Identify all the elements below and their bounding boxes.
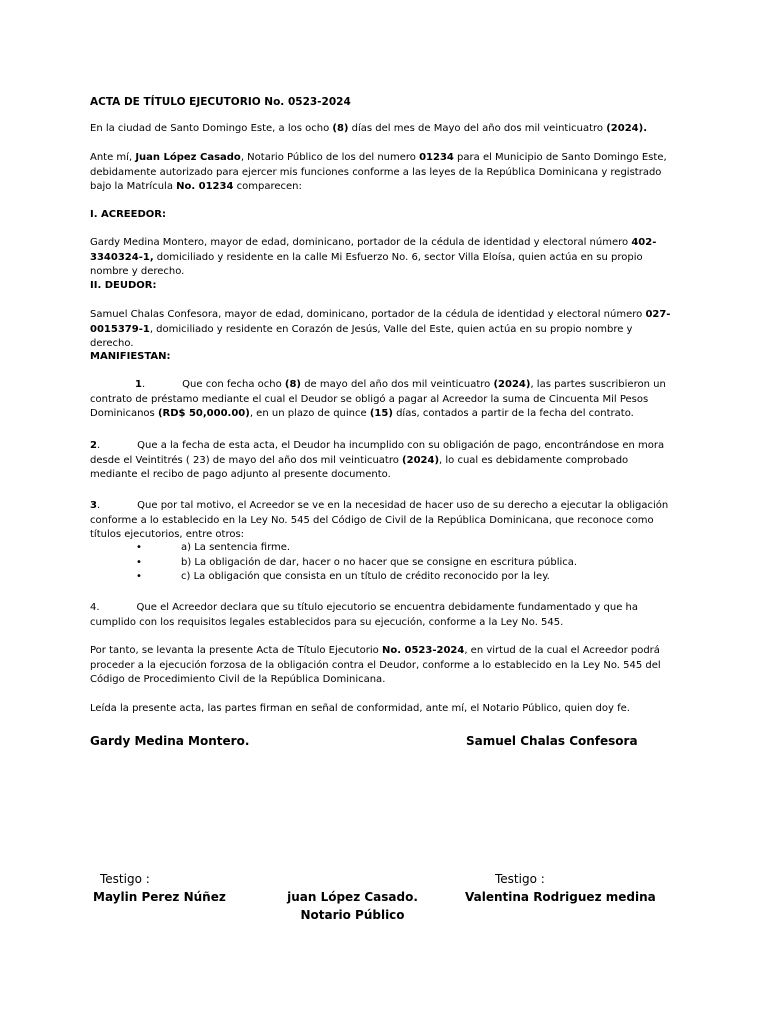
notary-title: Notario Público [300, 908, 405, 922]
debtor-signature-name: Samuel Chalas Confesora [466, 734, 638, 748]
list-item: • a) La sentencia firme. [90, 541, 675, 556]
list-item: • c) La obligación que consista en un título de crédito reconocido por la ley. [90, 570, 675, 585]
manifest-item-1: 1. Que con fecha ocho (8) de mayo del año dos mil veinticuatro (2024), las partes suscribieron un contrato de préstamo mediante el cual el Deudor se obligó a pagar al Acreedor la suma de Cincuenta Mil Pesos Dominicanos (RD$ 50,000.00), en un plazo de quince (15) días, contados a partir de la fecha del contrato. [90, 379, 666, 419]
bullet-icon: • [136, 542, 142, 553]
witness-label-2: Testigo : [495, 872, 545, 886]
notary-name: juan López Casado. [287, 890, 418, 904]
bullet-icon: • [136, 571, 142, 582]
witness-label-1: Testigo : [100, 872, 150, 886]
manifest-item-2: 2. Que a la fecha de esta acta, el Deudor ha incumplido con su obligación de pago, encontrándose en mora desde el Veintitrés ( 23) de mayo del año dos mil veinticuatro (2024), lo cual es debidamente comprobado mediante el recibo de pago adjunto al presente documento. [90, 440, 665, 480]
manifest-heading: MANIFIESTAN: [90, 351, 171, 362]
item-number: 3 [90, 500, 97, 511]
intro-paragraph: En la ciudad de Santo Domingo Este, a los ocho (8) días del mes de Mayo del año dos mil veinticuatro (2024). [90, 123, 647, 134]
manifest-item-3: 3. Que por tal motivo, el Acreedor se ve en la necesidad de hacer uso de su derecho a ejecutar la obligación conforme a lo establecido en la Ley No. 545 del Código de Civil de la República Dominicana, que reconoce como títulos ejecutorios, entre otros: [90, 500, 669, 540]
item-number: 1 [135, 379, 142, 390]
item-number: 4. [90, 602, 100, 613]
witness-1-name: Maylin Perez Núñez [93, 890, 226, 904]
enforceable-titles-list [90, 541, 675, 585]
creditor-heading: I. ACREEDOR: [90, 209, 166, 220]
closing-paragraph: Leída la presente acta, las partes firman en señal de conformidad, ante mí, el Notario Público, quien doy fe. [90, 703, 630, 714]
conclusion-paragraph: Por tanto, se levanta la presente Acta de Título Ejecutorio No. 0523-2024, en virtud de la cual el Acreedor podrá proceder a la ejecución forzosa de la obligación contra el Deudor, conforme a lo establecido en la Ley No. 545 del Código de Procedimiento Civil de la República Dominicana. [90, 645, 661, 685]
bullet-icon: • [136, 556, 142, 568]
creditor-paragraph: Gardy Medina Montero, mayor de edad, dominicano, portador de la cédula de identidad y electoral número 402-3340324-1, domiciliado y residente en la calle Mi Esfuerzo No. 6, sector Villa Eloísa, quien actúa en su propio nombre y derecho. [90, 237, 657, 277]
manifest-item-4: 4. Que el Acreedor declara que su título ejecutorio se encuentra debidamente fundamentado y que ha cumplido con los requisitos legales establecidos para su ejecución, conforme a la Ley No. 545. [90, 602, 639, 628]
list-item: • b) La obligación de dar, hacer o no hacer que se consigne en escritura pública. [90, 556, 675, 571]
debtor-paragraph: Samuel Chalas Confesora, mayor de edad, dominicano, portador de la cédula de identidad y electoral número 027-0015379-1, domiciliado y residente en Corazón de Jesús, Valle del Este, quien actúa en su propio nombre y derecho. [90, 309, 671, 349]
creditor-signature-name: Gardy Medina Montero. [90, 734, 250, 748]
document-title: ACTA DE TÍTULO EJECUTORIO No. 0523-2024 [90, 96, 351, 108]
notary-paragraph: Ante mí, Juan López Casado, Notario Público de los del numero 01234 para el Municipio de Santo Domingo Este, debidamente autorizado para ejercer mis funciones conforme a las leyes de la República Dominicana y registrado bajo la Matrícula No. 01234 comparecen: [90, 152, 667, 192]
witness-2-name: Valentina Rodriguez medina [465, 890, 656, 904]
item-number: 2 [90, 440, 97, 451]
debtor-heading: II. DEUDOR: [90, 280, 157, 291]
